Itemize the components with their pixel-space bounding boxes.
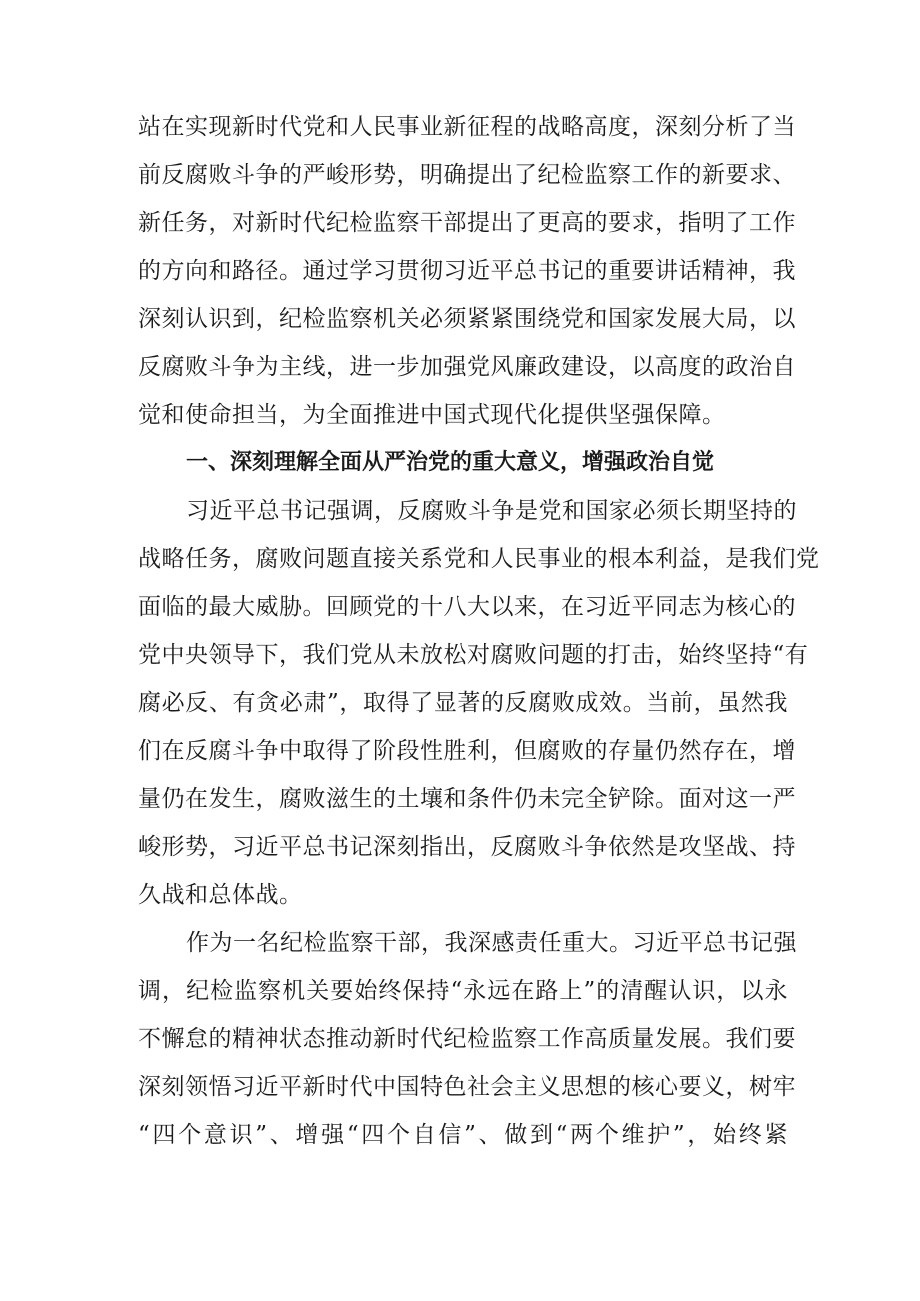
paragraph-1-line-4: 的方向和路径。通过学习贯彻习近平总书记的重要讲话精神，我 [138, 258, 796, 284]
paragraph-2-line-3: 面临的最大威胁。回顾党的十八大以来，在习近平同志为核心的 [138, 594, 796, 620]
paragraph-3-line-2: 调，纪检监察机关要始终保持“永远在路上”的清醒认识，以永 [138, 978, 788, 1004]
paragraph-2-line-8: 峻形势，习近平总书记深刻指出，反腐败斗争依然是攻坚战、持 [138, 834, 796, 860]
paragraph-1-line-1: 站在实现新时代党和人民事业新征程的战略高度，深刻分析了当 [138, 114, 796, 140]
paragraph-3-line-4: 深刻领悟习近平新时代中国特色社会主义思想的核心要义，树牢 [138, 1074, 796, 1100]
paragraph-2-line-7: 量仍在发生，腐败滋生的土壤和条件仍未完全铲除。面对这一严 [138, 786, 796, 812]
paragraph-2-line-4: 党中央领导下，我们党从未放松对腐败问题的打击，始终坚持“有 [138, 642, 809, 668]
paragraph-3-line-1: 作为一名纪检监察干部，我深感责任重大。习近平总书记强 [186, 930, 797, 956]
paragraph-1-line-2: 前反腐败斗争的严峻形势，明确提出了纪检监察工作的新要求、 [138, 162, 796, 188]
paragraph-1-line-5: 深刻认识到，纪检监察机关必须紧紧围绕党和国家发展大局，以 [138, 306, 796, 332]
paragraph-1-line-3: 新任务，对新时代纪检监察干部提出了更高的要求，指明了工作 [138, 210, 796, 236]
paragraph-2-line-5: 腐必反、有贪必肃”，取得了显著的反腐败成效。当前，虽然我 [138, 690, 788, 716]
paragraph-2-line-9: 久战和总体战。 [138, 882, 303, 908]
paragraph-1-line-7: 觉和使命担当，为全面推进中国式现代化提供坚强保障。 [138, 402, 726, 428]
paragraph-2-line-2: 战略任务，腐败问题直接关系党和人民事业的根本利益，是我们党 [138, 546, 820, 572]
paragraph-1-line-6: 反腐败斗争为主线，进一步加强党风廉政建设，以高度的政治自 [138, 354, 796, 380]
section-heading-1: 一、深刻理解全面从严治党的重大意义，增强政治自觉 [186, 450, 715, 475]
paragraph-3-line-3: 不懈怠的精神状态推动新时代纪检监察工作高质量发展。我们要 [138, 1026, 796, 1052]
paragraph-3-line-5: “四个意识”、增强“四个自信”、做到“两个维护”，始终紧 [138, 1122, 788, 1148]
paragraph-2-line-1: 习近平总书记强调，反腐败斗争是党和国家必须长期坚持的 [186, 498, 797, 524]
paragraph-2-line-6: 们在反腐斗争中取得了阶段性胜利，但腐败的存量仍然存在，增 [138, 738, 796, 764]
